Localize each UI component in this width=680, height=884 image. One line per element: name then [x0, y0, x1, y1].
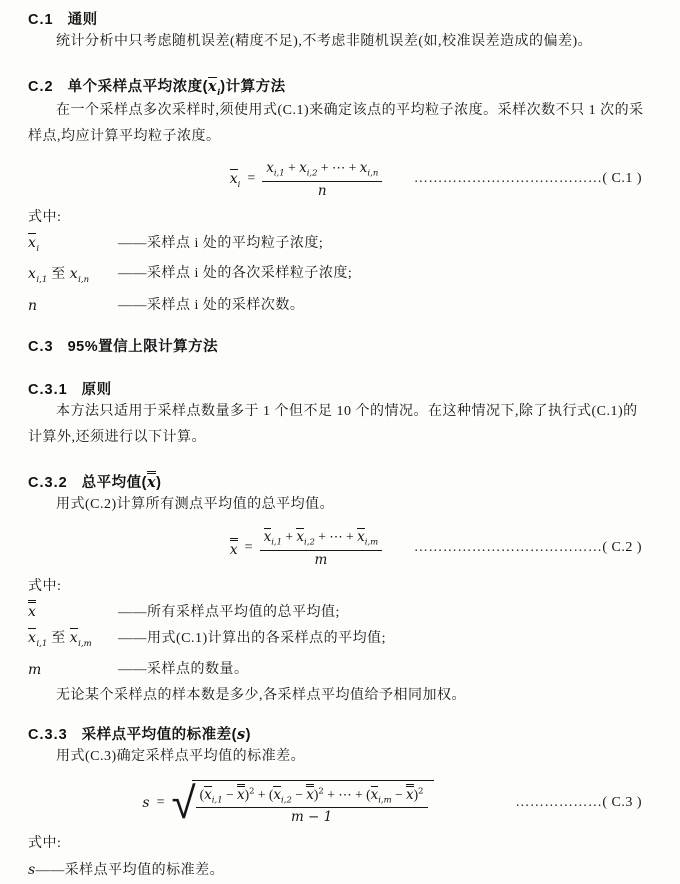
heading-c2	[28, 75, 644, 98]
heading-c33	[28, 723, 644, 744]
formula-c2-fraction: $\frac{x_{i,1} + x_{i,2} + \cdots + x_{i,m}}{m}$	[260, 528, 383, 568]
formula-c3	[28, 778, 644, 830]
heading-c1-number: C.1	[28, 12, 54, 28]
heading-c32	[28, 471, 644, 492]
heading-c2-number: C.2	[28, 79, 54, 95]
heading-c31-title: 原则	[81, 382, 112, 399]
para-c31: 本方法只适用于采样点数量多于 1 个但不足 10 个的情况。在这种情况下,除了执行式(C.1)的计算外,还须进行以下计算。	[28, 404, 638, 446]
definition-row: $x_{i,1}$ 至 $x_{i,n}$ ——采样点 i 处的各次采样粒子浓度;	[28, 266, 353, 286]
heading-c3-title: 95%置信上限计算方法	[67, 339, 219, 356]
formula-c1-number: …………………………………( C.1 )	[413, 171, 642, 187]
definition-row: n ——采样点 i 处的采样次数。	[28, 298, 305, 315]
formula-c3-lhs: s	[142, 794, 150, 811]
formula-c1-lhs: $x_i$	[229, 170, 241, 190]
heading-c33-title: 采样点平均值的标准差(s)	[81, 725, 252, 743]
where-label-2: 式中:	[28, 578, 62, 594]
formula-c3-number: ………………( C.3 )	[515, 794, 642, 810]
para-c33: 用式(C.3)确定采样点平均值的标准差。	[56, 748, 306, 764]
formula-c3-radical	[171, 778, 434, 830]
definition-row: $x_i$ ——采样点 i 处的平均粒子浓度;	[28, 234, 324, 254]
definition-row: m ——采样点的数量。	[28, 661, 249, 678]
heading-c31-number: C.3.1	[28, 382, 68, 399]
para-c1: 统计分析中只考虑随机误差(精度不足),不考虑非随机误差(如,校准误差造成的偏差)。	[56, 34, 593, 49]
where-label-1: 式中:	[28, 209, 62, 225]
formula-c1-fraction: $\frac{x_{i,1} + x_{i,2} + \cdots + x_{i,n}}{n}$	[262, 160, 382, 199]
formula-c2-number: …………………………………( C.2 )	[413, 540, 642, 556]
formula-c3-fraction: $\frac{(x_{i,1} - x)^2 + (x_{i,2} - x)^2 + \cdots + (x_{i,m} - x)^2}{m - 1}$	[196, 784, 428, 826]
definition-row: x ——所有采样点平均值的总平均值;	[28, 600, 644, 626]
formula-c1-expression: $x_i$ = $\frac{x_{i,1} + x_{i,2} + \cdots + x_{i,n}}{n}$	[230, 160, 383, 199]
radical-sign: √	[171, 778, 196, 830]
heading-c3	[28, 335, 644, 356]
where-label-3: 式中:	[28, 836, 62, 852]
para-c2: 在一个采样点多次采样时,须使用式(C.1)来确定该点的平均粒子浓度。采样次数不只 1 次的采样点,均应计算平均粒子浓度。	[28, 102, 644, 144]
heading-c3-number: C.3	[28, 339, 54, 356]
definition-s: s——采样点平均值的标准差。	[28, 862, 225, 879]
formula-c2-expression: x = $\frac{x_{i,1} + x_{i,2} + \cdots + x_{i,m}}{m}$	[230, 528, 382, 568]
heading-c32-number: C.3.2	[28, 475, 68, 492]
formula-c3-expression: s = √ $\frac{(x_{i,1} - x)^2 + (x_{i,2} - x)^2 + \cdots + (x_{i,m} - x)^2}{m - 1}$	[142, 780, 433, 826]
formula-c2	[28, 528, 644, 568]
heading-c1-title: 通则	[67, 12, 98, 28]
heading-c31	[28, 378, 644, 399]
note-equal-weighting: 无论某个采样点的样本数是多少,各采样点平均值给予相同加权。	[56, 687, 466, 703]
formula-c2-lhs: x	[230, 538, 238, 558]
heading-c1	[28, 8, 644, 29]
formula-c1	[28, 160, 644, 199]
definition-row: $x_{i,1}$ 至 $x_{i,m}$ ——用式(C.1)计算出的各采样点的平均值;	[28, 629, 387, 649]
heading-c33-number: C.3.3	[28, 726, 68, 743]
heading-c32-title: 总平均值(x)	[82, 475, 162, 491]
para-c32: 用式(C.2)计算所有测点平均值的总平均值。	[56, 497, 335, 513]
heading-c2-title: 单个采样点平均浓度$(x_i)$计算方法	[67, 78, 286, 98]
